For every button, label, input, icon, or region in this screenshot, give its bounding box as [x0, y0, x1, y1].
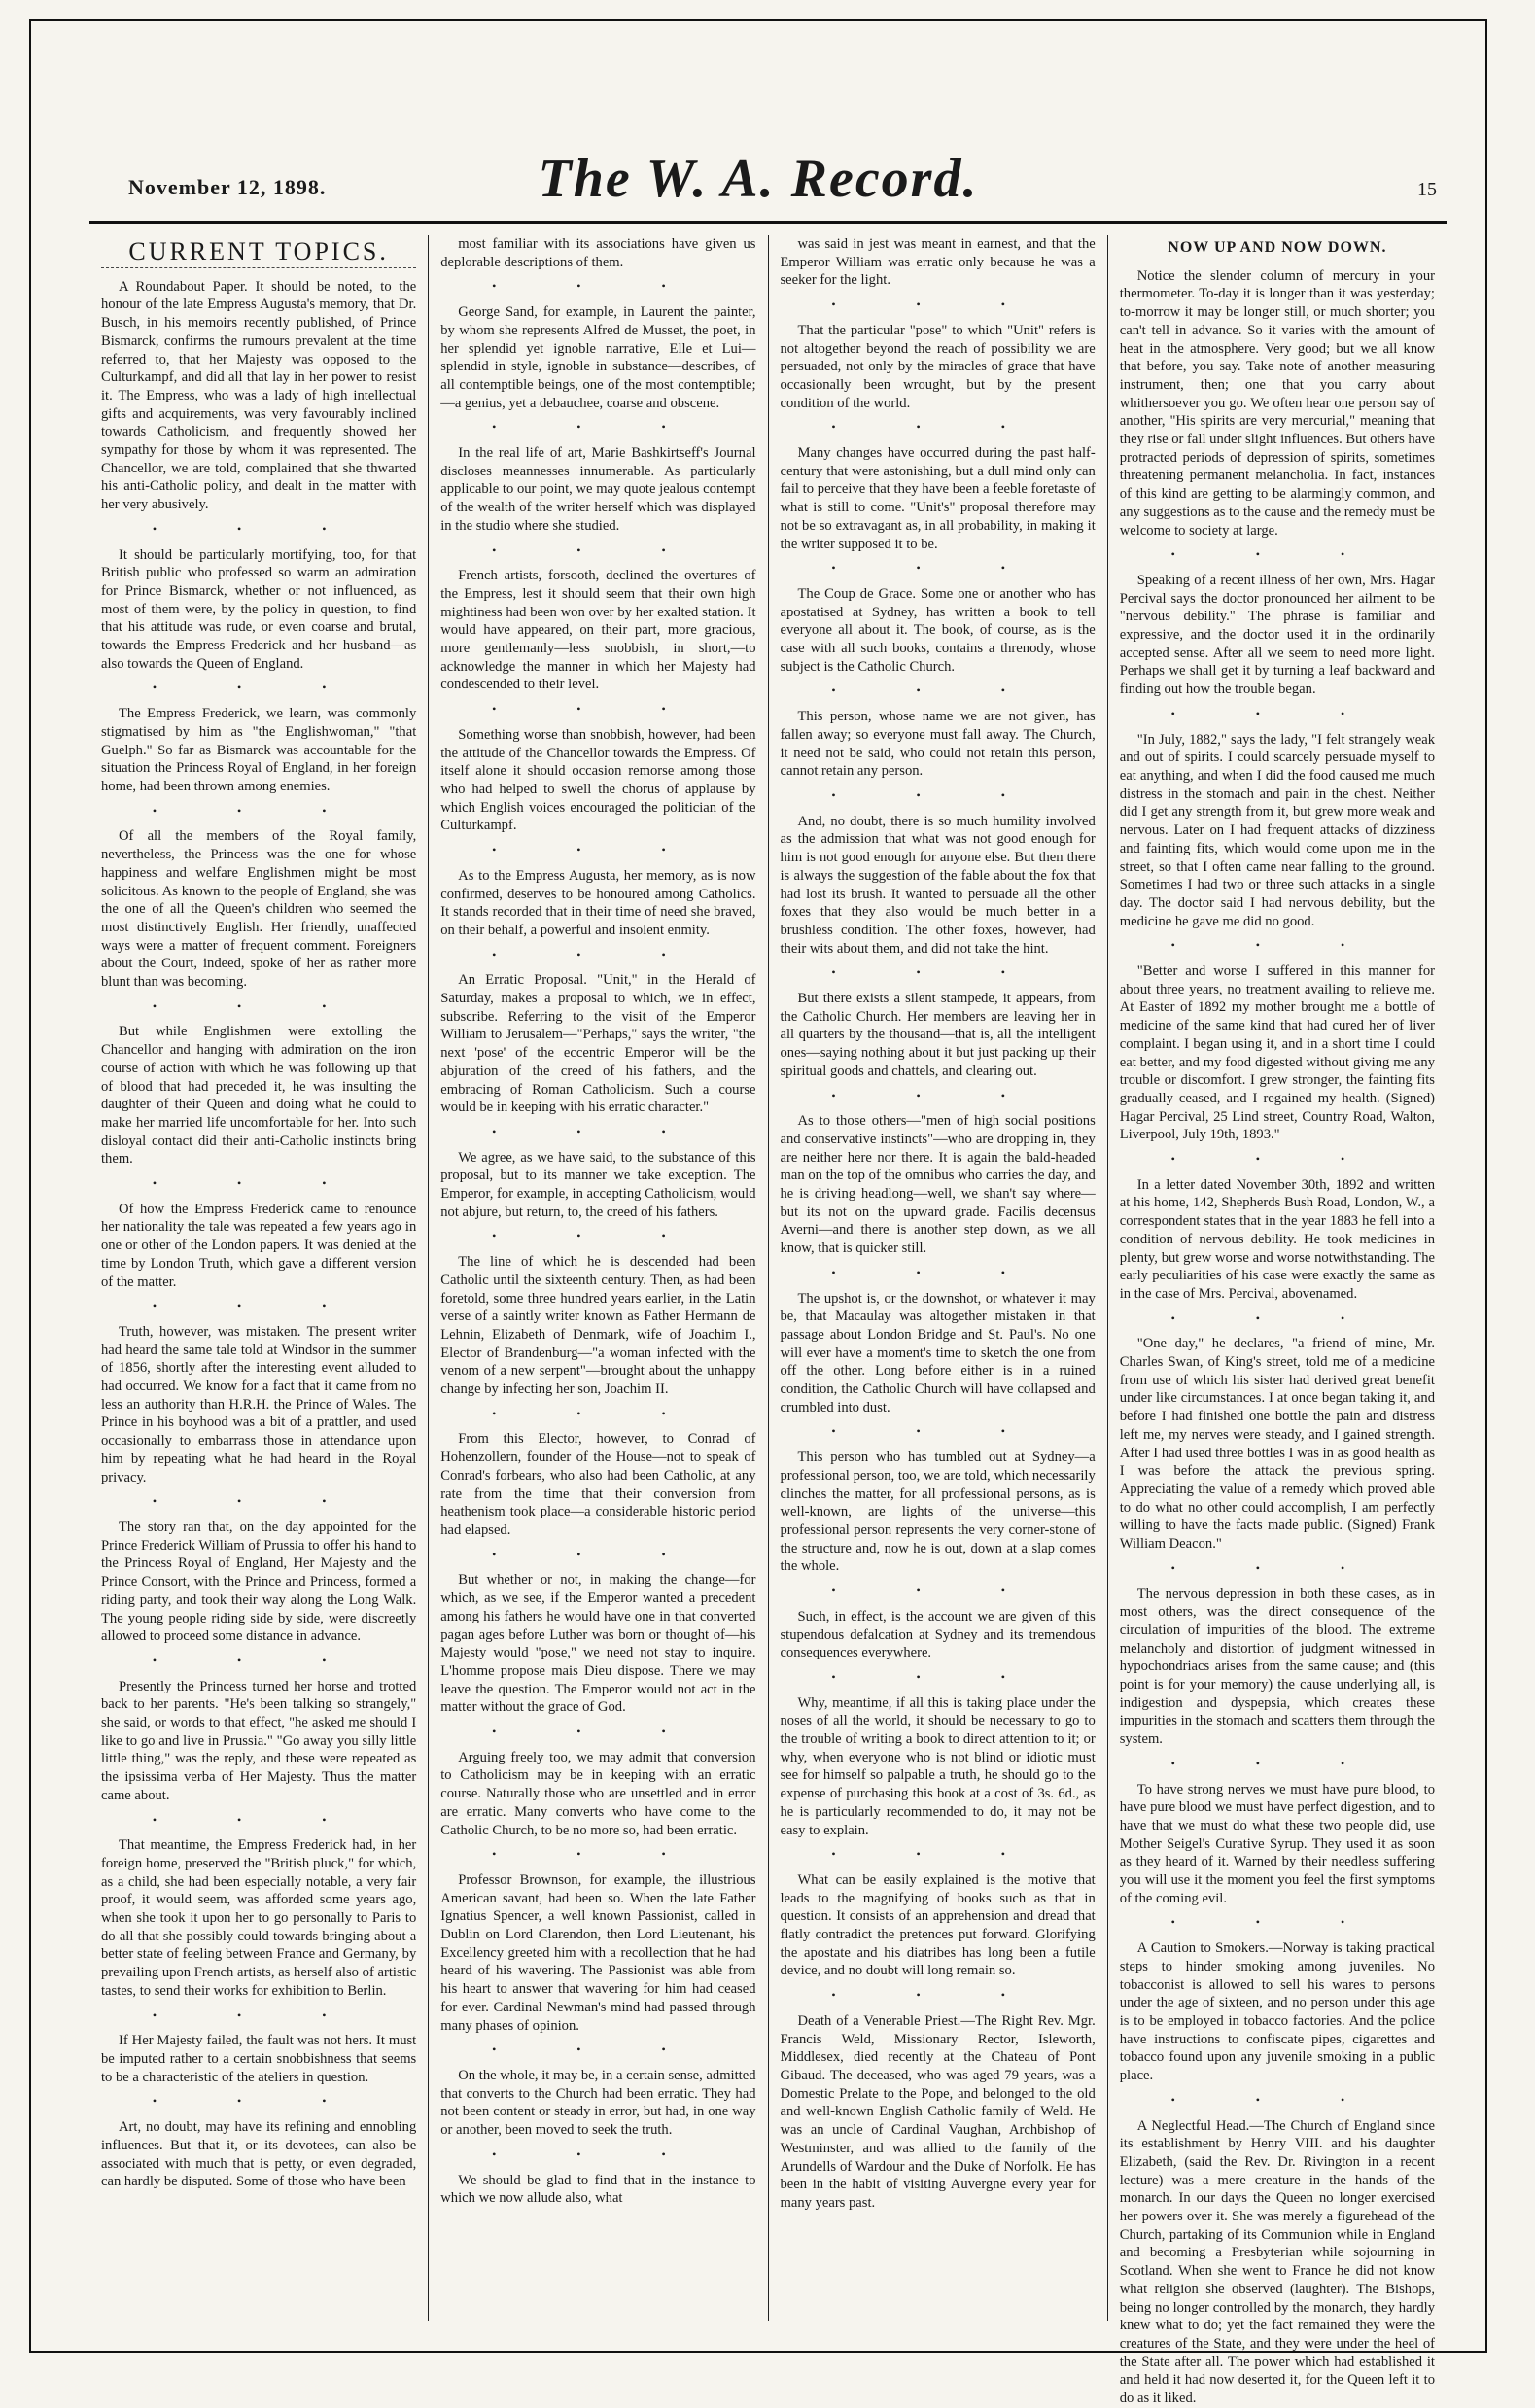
col2-paragraph: Professor Brownson, for example, the illustrious American savant, had been so. When the late Father Ignatius Spencer, a well known Passionist, called in Dublin on Lord Clarendon, then Lord Lieutenant, his Excellency greeted him with a recollection that he had heard of his wavering. The Passionist was able from his heart to answer that wavering for him had ceased for ever. Cardinal Newman's mind had passed through many phases of opinion.	[440, 1871, 756, 2034]
col2-paragraph: The line of which he is descended had been Catholic until the sixteenth century. Then, as had been foretold, some three hundred years earlier, in the Latin verse of a saintly writer known as Father Hermann de Lehnin, Elizabeth of Denmark, wife of Joachim I., Elector of Brandenburg—"a woman infected with the venom of a new serpent"—brought about the unhappy change by infecting her son, Joachim II.	[440, 1254, 756, 1398]
section-divider: • • •	[492, 279, 705, 294]
section-divider: • • •	[831, 1988, 1044, 2003]
section-divider: • • •	[492, 1406, 705, 1420]
col1-paragraph: Of all the members of the Royal family, nevertheless, the Princess was the one for whose happiness and welfare Englishmen might be most solicitous. As known to the people of England, she was the one of all the Queen's children who seemed the most distinctively English. Her friendly, unaffected ways were a matter of frequent comment. Foreigners about the Court, indeed, spoke of her as rather more blunt than was becoming.	[101, 828, 417, 991]
now-up-and-now-down-heading: NOW UP AND NOW DOWN.	[1168, 239, 1387, 256]
page-number: 15	[1417, 179, 1437, 200]
column-2	[428, 235, 767, 2321]
col4-paragraph: The nervous depression in both these cases, as in most others, was the direct consequence of the circulation of impurities of the blood. The extreme melancholy and distortion of judgment witnessed in hypochondriacs arises from the same cause; and (this point is for your memory) the cause underlying all, is indigestion and dyspepsia, which creates these impurities in the stomach and scatters them through the system.	[1119, 1586, 1435, 1748]
section-divider: • • •	[831, 561, 1044, 576]
section-divider: • • •	[492, 1547, 705, 1561]
section-divider: • • •	[152, 681, 366, 695]
column-3	[768, 235, 1107, 2321]
col3-paragraph: But there exists a silent stampede, it appears, from the Catholic Church. Her members are leaving her in all quarters by the thousand—that is, all the intelligent ones—saying nothing about it but just packing up their spiritual goods and chattels, and clearing out.	[780, 991, 1096, 1079]
section-divider: • • •	[1170, 547, 1384, 562]
col1-paragraph: Truth, however, was mistaken. The present writer had heard the same tale told at Windsor in the summer of 1856, shortly after the interesting event alluded to had occurred. We know for a fact that it came from no less an authority than H.R.H. the Prince of Wales. The Prince in his boyhood was a bit of a prattler, and used occasionally to embarrass those in attendance upon him by repeating what he had heard in the Royal privacy.	[101, 1323, 417, 1485]
col1-paragraph: But while Englishmen were extolling the Chancellor and hanging with admiration on the iron course of action with which he was following up that of blood that had preceded it, he was insulting the daughter of their Queen and doing what he could to make her married life uncomfortable for her. Into such disloyal contact did their anti-Catholic instincts bring them.	[101, 1024, 417, 1168]
col1-paragraph: That meantime, the Empress Frederick had, in her foreign home, preserved the "British pluck," for which, as a child, she had been especially notable, a very fair proof, it would seem, was afforded some years ago, when she took it upon her to go personally to Paris to do all that she possibly could towards bringing about a better state of feeling between France and Germany, by prevailing upon French artists, as herself also of artistic tastes, to send their works for exhibition to Berlin.	[101, 1837, 417, 1999]
col4-paragraph: Speaking of a recent illness of her own, Mrs. Hagar Percival says the doctor pronounced her ailment to be "nervous debility." The phrase is familiar and expressive, and the doctor used it in the ordinarily accepted sense. After all we seem to need more light. Perhaps we shall get it by turning a leaf backward and finding out how the trouble began.	[1119, 572, 1435, 698]
section-divider: • • •	[831, 297, 1044, 312]
col3-paragraph: Death of a Venerable Priest.—The Right Rev. Mgr. Francis Weld, Missionary Rector, Isleworth, Middlesex, died recently at the Chateau of Pont Gibaud. The deceased, who was aged 79 years, was a Domestic Prelate to the Pope, and belonged to the old and well-known English Catholic family of Weld. He was an uncle of Cardinal Vaughan, Archbishop of Westminster, and was allied to the family of the Arundells of Wardour and the Duke of Norfolk. He has been in the habit of visiting Auvergne every year for many years past.	[780, 2012, 1096, 2211]
col2-paragraph: We should be glad to find that in the instance to which we now allude also, what	[440, 2172, 756, 2207]
section-divider: • • •	[152, 1494, 366, 1509]
section-divider: • • •	[152, 2007, 366, 2022]
col4-paragraph: Notice the slender column of mercury in your thermometer. To-day it is longer than it was yesterday; to-morrow it may be longer still, or much shorter; you can't tell in advance. So it varies with the amount of heat in the atmosphere. Very good; but we all know that before, you say. Take note of another measuring instrument, then; one that you carry about whithersoever you go. We often hear one person say of another, "His spirits are very mercurial," meaning that they rise or fall under slight influences. But others have protracted periods of depression of spirits, sometimes threatening permanent melancholia. In fact, instances of this kind are getting to be alarmingly common, and any suggestions as to the cause and the remedy must be welcome to society at large.	[1119, 267, 1435, 539]
col2-paragraph: French artists, forsooth, declined the overtures of the Empress, lest it should seem that their own high mightiness had been won over by her exalted station. It would have appeared, on their part, more gracious, more gentlemanly—less snobbish, in short,—to acknowledge the manner in which her Majesty had condescended to their level.	[440, 568, 756, 693]
col3-paragraph: was said in jest was meant in earnest, and that the Emperor William was erratic only because he was a seeker for the light.	[780, 236, 1096, 289]
section-divider: • • •	[492, 843, 705, 857]
col3-paragraph: Why, meantime, if all this is taking place under the noses of all the world, it should be necessary to go to the trouble of writing a book to direct attention to it; or why, when everyone who is not blind or idiotic must see for himself so palpable a truth, he should go to the expense of purchasing this book at a cost of 3s. 6d., as he is particularly recommended to do, it may not be easy to explain.	[780, 1694, 1096, 1838]
section-divider: • • •	[492, 2042, 705, 2057]
col1-paragraph: Art, no doubt, may have its refining and ennobling influences. But that it, or its devotees, can also be associated with much that is petty, or even degraded, can hardly be disputed. Some of those who have been	[101, 2119, 417, 2190]
col2-paragraph: On the whole, it may be, in a certain sense, admitted that converts to the Church had been erratic. They had not been content or steady in error, but had, in one way or another, been moved to seek the truth.	[440, 2067, 756, 2139]
col1-paragraph: It should be particularly mortifying, too, for that British public who professed so warm an admiration for Prince Bismarck, whether or not influenced, as most of them were, by the policy in question, to find that his attitude was rude, or even coarse and brutal, towards the Empress Frederick and her husband—as also towards the Queen of England.	[101, 546, 417, 672]
col3-paragraph: That the particular "pose" to which "Unit" refers is not altogether beyond the reach of possibility we are persuaded, not only by the miracles of grace that have occasionally been wrought, but by the present condition of the world.	[780, 322, 1096, 411]
section-divider: • • •	[152, 1299, 366, 1313]
section-divider: • • •	[1170, 1310, 1384, 1325]
col3-paragraph: The Coup de Grace. Some one or another who has apostatised at Sydney, has written a book to tell everyone all about it. The book, of course, as is the case with all such books, contains a threnody, whose subject is the Catholic Church.	[780, 585, 1096, 675]
col4-paragraph: In a letter dated November 30th, 1892 and written at his home, 142, Shepherds Bush Road, London, W., a correspondent states that in the year 1883 he fell into a condition of nervous debility. He took medicines in plenty, but grew worse and worse notwithstanding. The early peculiarities of his case were exactly the same as in the case of Mrs. Percival, abovenamed.	[1119, 1176, 1435, 1302]
article-columns	[89, 235, 1447, 2407]
section-divider: • • •	[152, 1176, 366, 1191]
col3-paragraph: Such, in effect, is the account we are given of this stupendous defalcation at Sydney and its tremendous consequences everywhere.	[780, 1608, 1096, 1661]
section-divider: • • •	[831, 1088, 1044, 1102]
heading-ornament	[101, 267, 416, 268]
section-divider: • • •	[831, 1584, 1044, 1598]
section-divider: • • •	[492, 947, 705, 961]
col3-paragraph: As to those others—"men of high social positions and conservative instincts"—who are dropping in, they are neither here nor there. It is again the bald-headed man on the top of the omnibus who carries the day, and he is driving headlong—well, we shan't say where—but its not on the upward grade. Facilis decensus Averni—and there is another step down, as we all know, that is quicker still.	[780, 1113, 1096, 1257]
masthead	[31, 21, 1485, 209]
col2-paragraph: From this Elector, however, to Conrad of Hohenzollern, founder of the House—not to speak of Conrad's forbears, who also had been Catholic, at any rate from the time that their conversion from heathenism took place—a considerable historic period had elapsed.	[440, 1431, 756, 1538]
col2-paragraph: most familiar with its associations have given us deplorable descriptions of them.	[440, 236, 756, 270]
col2-paragraph: George Sand, for example, in Laurent the painter, by whom she represents Alfred de Musset, the poet, in her splendid yet ignoble narrative, Elle et Lui—splendid in style, ignoble in substance—describes, of all contemptible beings, one of the most contemptible;—a genius, yet a debauchee, coarse and obscene.	[440, 304, 756, 411]
section-divider: • • •	[152, 998, 366, 1013]
section-divider: • • •	[492, 420, 705, 435]
col2-paragraph: Something worse than snobbish, however, had been the attitude of the Chancellor towards the Empress. Of itself alone it should occasion remorse among those who had helped to swell the chorus of applause by which English voices encouraged the politician of the Culturkampf.	[440, 726, 756, 834]
section-divider: • • •	[1170, 2092, 1384, 2107]
col2-paragraph: In the real life of art, Marie Bashkirtseff's Journal discloses meannesses innumerable. As particularly applicable to our point, we may quote jealous contempt of the wealth of the writer herself which was displayed in the studio where she studied.	[440, 445, 756, 534]
col2-paragraph: As to the Empress Augusta, her memory, as is now confirmed, deserves to be honoured among Catholics. It stands recorded that in their time of need she braved, on their behalf, a powerful and insolent enmity.	[440, 867, 756, 938]
masthead-rule	[89, 221, 1447, 224]
section-divider: • • •	[492, 1725, 705, 1739]
section-divider: • • •	[492, 1847, 705, 1862]
section-divider: • • •	[831, 1847, 1044, 1862]
col3-paragraph: This person, whose name we are not given, has fallen away; so everyone must fall away. The Church, it need not be said, who could not retain this person, cannot retain any person.	[780, 709, 1096, 780]
col1-paragraph: A Roundabout Paper. It should be noted, to the honour of the late Empress Augusta's memory, that Dr. Busch, in his memoirs recently published, of Prince Bismarck, confirms the rumours prevalent at the time referred to, that her Majesty was opposed to the Culturkampf, and did all that lay in her power to resist it. The Empress, who was a lady of high intellectual gifts and acquirements, was very favourably inclined towards Catholicism, and frequently showed her sympathy for those by whom it was represented. The Chancellor, we are told, complained that she thwarted his anti-Catholic policy, and dealt in the matter with her very abusively.	[101, 278, 417, 513]
section-divider: • • •	[152, 2094, 366, 2109]
section-divider: • • •	[1170, 938, 1384, 953]
section-divider: • • •	[152, 1812, 366, 1827]
col1-paragraph: The story ran that, on the day appointed for the Prince Frederick William of Prussia to offer his hand to the Princess Royal of England, Her Majesty and the Prince Consort, with the Prince and Princess, formed a riding party, and took their way along the Long Walk. The young people riding side by side, were discreetly allowed to proceed some distance in advance.	[101, 1519, 417, 1645]
col4-paragraph: A Neglectful Head.—The Church of England since its establishment by Henry VIII. and his daughter Elizabeth, (said the Rev. Dr. Rivington in a recent lecture) was a mere creature in the hands of the monarch. In our days the Queen no longer exercised her powers over it. She was merely a figurehead of the Church, partaking of its Communion while in England and becoming a Presbyterian while sojourning in Scotland. When she went to France he did not know what religion she observed (laughter). The Bishops, being no longer controlled by the monarch, they hardly knew what to do; yet the fact remained they were the creatures of the State, and they were under the heel of the State after all. The power which had established it and held it had now deserted it, for the Queen left it to do as it liked.	[1119, 2117, 1435, 2407]
newspaper-title: The W. A. Record.	[538, 149, 979, 209]
section-divider: • • •	[492, 2146, 705, 2161]
column-4	[1107, 235, 1447, 2407]
section-divider: • • •	[1170, 1756, 1384, 1770]
section-divider: • • •	[1170, 1915, 1384, 1930]
col2-paragraph: An Erratic Proposal. "Unit," in the Herald of Saturday, makes a proposal to which, we in effect, subscribe. Referring to the visit of the Emperor William to Jerusalem—"Perhaps," says the writer, "the next 'pose' of the eccentric Emperor will be the abjuration of the creed of his fathers, and the embracing of Roman Catholicism. Such a course would be in keeping with his erratic character."	[440, 972, 756, 1116]
col1-paragraph: Of how the Empress Frederick came to renounce her nationality the tale was repeated a few years ago in one or other of the London papers. It was denied at the time by London Truth, which gave a different version of the matter.	[101, 1201, 417, 1290]
column-1	[89, 235, 428, 2321]
col3-paragraph: This person who has tumbled out at Sydney—a professional person, too, we are told, which necessarily clinches the matter, for all professional persons, as is well-known, are lights of the universe—this professional person represents the very corner-stone of the structure and, now he is out, down at a slap comes the whole.	[780, 1449, 1096, 1575]
section-divider: • • •	[152, 521, 366, 536]
col3-paragraph: And, no doubt, there is so much humility involved as the admission that what was not good enough for him is not good enough for anyone else. But then there is always the suggestion of the fable about the fox that had lost its brush. It wanted to persuade all the other foxes that they also would be much better in a brushless condition. The other foxes, however, had their wits about them, and did not take the hint.	[780, 813, 1096, 957]
section-divider: • • •	[492, 702, 705, 716]
section-divider: • • •	[831, 683, 1044, 698]
col4-paragraph: A Caution to Smokers.—Norway is taking practical steps to hinder smoking among juveniles. No tobacconist is allowed to sell his wares to persons under the age of sixteen, and no person under this age is to be employed in tobacco factories. And the police have instructions to confiscate pipes, cigarettes and tobacco found upon any juvenile smoking in a public place.	[1119, 1940, 1435, 2084]
col1-paragraph: The Empress Frederick, we learn, was commonly stigmatised by him as "the Englishwoman," "that Guelph." So far as Bismarck was accountable for the situation the Princess Royal of England, in her foreign home, had been thrown among enemies.	[101, 706, 417, 794]
col4-paragraph: To have strong nerves we must have pure blood, to have pure blood we must have perfect digestion, and to have that we must do what these two people did, use Mother Seigel's Curative Syrup. They used it as soon as they heard of it. Warned by their needless suffering you will use it the moment you feel the first symptoms of the coming evil.	[1119, 1781, 1435, 1906]
col3-paragraph: What can be easily explained is the motive that leads to the magnifying of books such as that in question. It consists of an apprehension and dread that flatly contradict the pretences put forward. Glorifying the apostate and his diatribes has long been a futile device, and no doubt will long remain so.	[780, 1871, 1096, 1979]
col4-paragraph: "One day," he declares, "a friend of mine, Mr. Charles Swan, of King's street, told me of a medicine from use of which his sister had derived great benefit under like circumstances. I at once began taking it, and before I had finished one bottle the pain and distress left me, my nerves were steady, and I gained strength. After I had used three bottles I was in as good health as I was before the attack the previous spring. Appreciating the value of a remedy which proved able to do what no other could accomplish, I am perfectly willing to have the facts made public. (Signed) Frank William Deacon."	[1119, 1336, 1435, 1553]
current-topics-heading: CURRENT TOPICS.	[128, 237, 389, 265]
section-divider: • • •	[152, 1653, 366, 1667]
section-divider: • • •	[1170, 1152, 1384, 1167]
col1-paragraph: Presently the Princess turned her horse and trotted back to her parents. "He's been talking so strangely," she said, or words to that effect, "he asked me should I like to go and live in Prussia." "Go away you silly little little thing," was the reply, and these were repeated as the ipsissima verba of Her Majesty. Thus the matter came about.	[101, 1678, 417, 1803]
section-divider: • • •	[831, 965, 1044, 980]
col2-paragraph: Arguing freely too, we may admit that conversion to Catholicism may be in keeping with an erratic course. Naturally those who are unsettled and in error are erratic. Many converts who have come to the Catholic Church, to be no more so, had been erratic.	[440, 1749, 756, 1838]
section-divider: • • •	[492, 1124, 705, 1138]
section-divider: • • •	[831, 787, 1044, 802]
col3-paragraph: The upshot is, or the downshot, or whatever it may be, that Macaulay was altogether mistaken in that passage about London Bridge and St. Paul's. No one will ever have a moment's time to sketch the one from off the other. Long before either is in a ruined condition, the Catholic Church will have collapsed and crumbled into dust.	[780, 1290, 1096, 1415]
newspaper-page	[29, 19, 1487, 2407]
col3-paragraph: Many changes have occurred during the past half-century that were astonishing, but a dull mind only can fail to perceive that they have been a feeble foretaste of what is still to come. "Unit's" proposal therefore may not be so extravagant as, in all probability, in making it the writer supposed it to be.	[780, 445, 1096, 552]
section-divider: • • •	[831, 1265, 1044, 1279]
col1-paragraph: If Her Majesty failed, the fault was not hers. It must be imputed rather to a certain snobbishness that seems to be a characteristic of the ateliers in question.	[101, 2033, 417, 2085]
col2-paragraph: But whether or not, in making the change—for which, as we see, if the Emperor wanted a precedent among his fathers he would have one in that converted pagan ages before Luther was born or thought of—his Majesty would "pose," we need not stay to inquire. L'homme propose mais Dieu dispose. There we may leave the question. The Emperor would not act in the matter without the grace of God.	[440, 1572, 756, 1716]
issue-date: November 12, 1898.	[128, 175, 327, 199]
col4-paragraph: "Better and worse I suffered in this manner for about three years, no treatment availing to relieve me. At Easter of 1892 my mother brought me a bottle of medicine of the same kind that had cured her of liver complaint. I began using it, and in a short time I could eat better, and my food digested without giving me any trouble or discomfort. I grew stronger, the fainting fits gradually ceased, and I regained my health. (Signed) Hagar Percival, 25 Lind street, Country Road, Walton, Liverpool, July 19th, 1893."	[1119, 963, 1435, 1143]
section-divider: • • •	[1170, 1560, 1384, 1575]
section-divider: • • •	[152, 803, 366, 818]
section-divider: • • •	[831, 420, 1044, 435]
col4-paragraph: "In July, 1882," says the lady, "I felt strangely weak and out of spirits. I could scarcely persuade myself to eat anything, and when I did the food caused me much distress in the stomach and pain in the chest. Neither did I get any strength from it, but grew more weak and nervous. Later on I had frequent attacks of dizziness and fainting fits, which would come upon me in the street, so that I often came near falling to the ground. Sometimes I had two or three such attacks in a single day. The doctor said I had nervous debility, but the medicine he gave me did no good.	[1119, 731, 1435, 929]
section-divider: • • •	[831, 1669, 1044, 1684]
col2-paragraph: We agree, as we have said, to the substance of this proposal, but to its manner we take exception. The Emperor, for example, in accepting Catholicism, would not abjure, but return, to, the creed of his fathers.	[440, 1149, 756, 1220]
section-divider: • • •	[1170, 706, 1384, 720]
section-divider: • • •	[492, 1229, 705, 1243]
section-divider: • • •	[831, 1424, 1044, 1439]
section-divider: • • •	[492, 542, 705, 557]
